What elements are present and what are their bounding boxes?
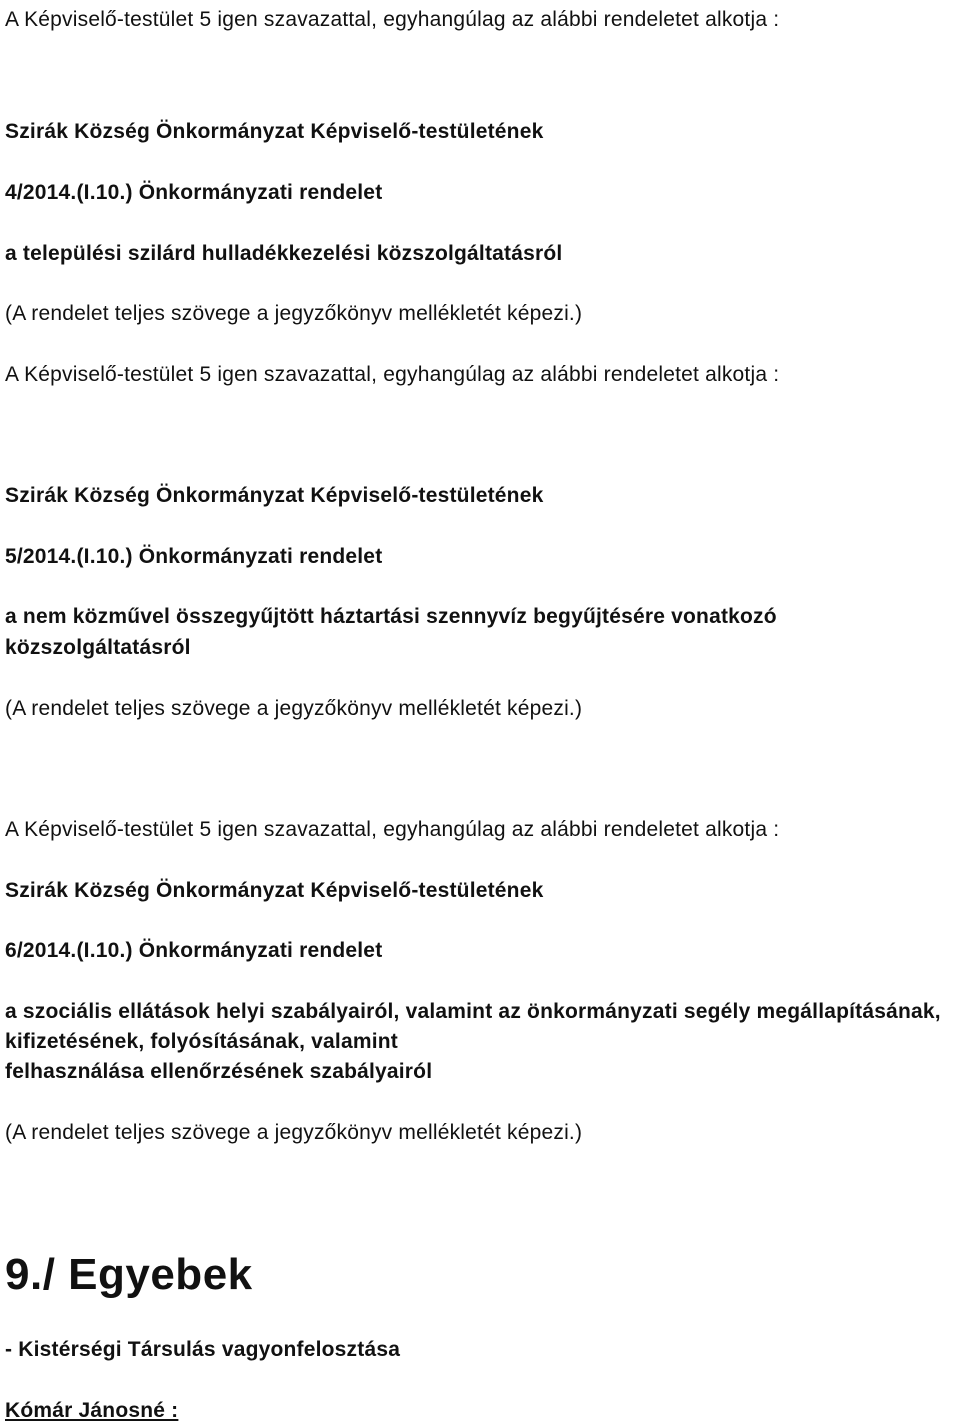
decree-subject: felhasználása ellenőrzésének szabályairól — [5, 1060, 433, 1083]
decree-number: 6/2014.(I.10.) Önkormányzati rendelet — [5, 939, 383, 962]
section-heading: 9./ Egyebek — [5, 1250, 253, 1299]
body-name: Szirák Község Önkormányzat Képviselő-testületének — [5, 120, 544, 143]
intro-text: A Képviselő-testület 5 igen szavazattal, egyhangúlag az alábbi rendeletet alkotja : — [5, 8, 780, 31]
decree-subject: kifizetésének, folyósításának, valamint — [5, 1030, 398, 1053]
intro-text: A Képviselő-testület 5 igen szavazattal, egyhangúlag az alábbi rendeletet alkotja : — [5, 363, 780, 386]
decree-note: (A rendelet teljes szövege a jegyzőkönyv mellékletét képezi.) — [5, 302, 583, 325]
body-name: Szirák Község Önkormányzat Képviselő-testületének — [5, 879, 544, 902]
decree-subject: a nem közművel összegyűjtött háztartási szennyvíz begyűjtésére vonatkozó — [5, 605, 777, 628]
decree-note: (A rendelet teljes szövege a jegyzőkönyv mellékletét képezi.) — [5, 1121, 583, 1144]
agenda-item: - Kistérségi Társulás vagyonfelosztása — [5, 1338, 401, 1361]
decree-number: 5/2014.(I.10.) Önkormányzati rendelet — [5, 545, 383, 568]
body-name: Szirák Község Önkormányzat Képviselő-testületének — [5, 484, 544, 507]
decree-number: 4/2014.(I.10.) Önkormányzati rendelet — [5, 181, 383, 204]
decree-subject: a települési szilárd hulladékkezelési közszolgáltatásról — [5, 242, 563, 265]
intro-text: A Képviselő-testület 5 igen szavazattal, egyhangúlag az alábbi rendeletet alkotja : — [5, 818, 780, 841]
decree-note: (A rendelet teljes szövege a jegyzőkönyv mellékletét képezi.) — [5, 697, 583, 720]
speaker-label: Kómár Jánosné : — [5, 1399, 179, 1422]
decree-subject: a szociális ellátások helyi szabályairól, valamint az önkormányzati segély megállapításának, — [5, 1000, 941, 1023]
decree-subject: közszolgáltatásról — [5, 636, 191, 659]
